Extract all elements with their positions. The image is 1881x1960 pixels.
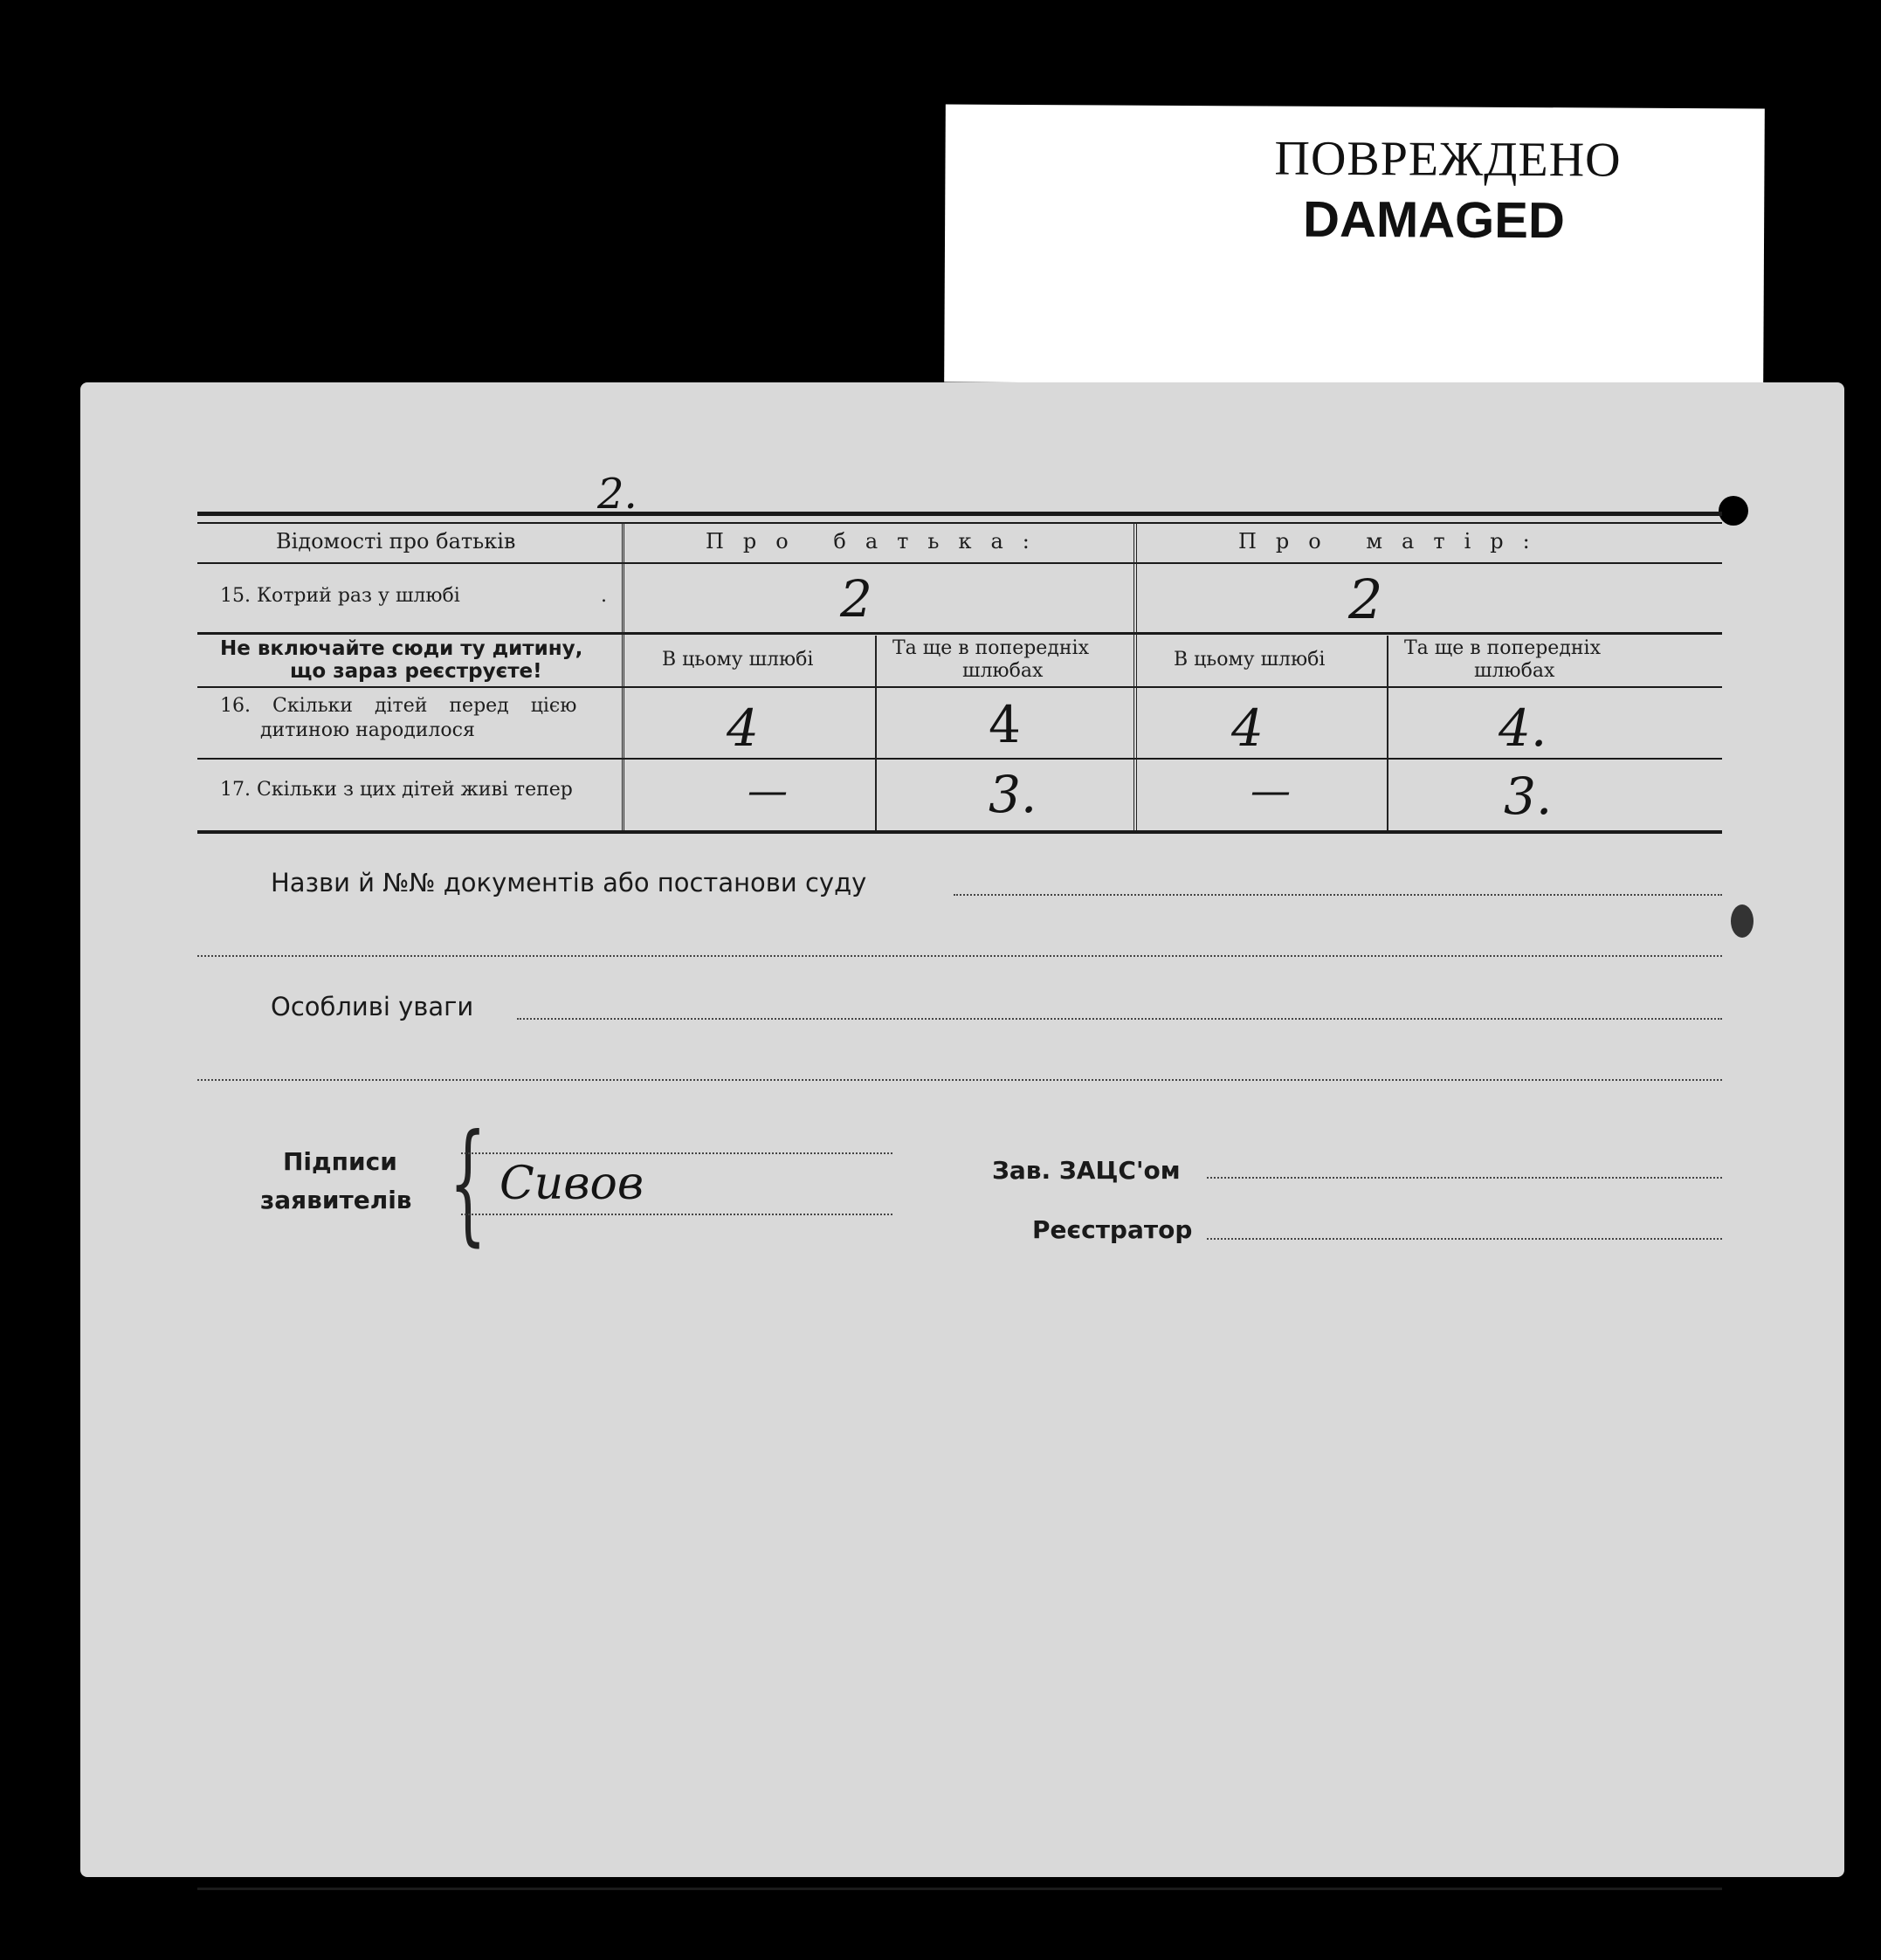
row15-father-value: 2 xyxy=(840,569,872,629)
stamp-text-english: DAMAGED xyxy=(1302,190,1565,250)
signature-line-2 xyxy=(461,1214,892,1215)
row17-father-previous: 3. xyxy=(989,765,1037,824)
remarks-label: Особливі уваги xyxy=(271,992,474,1021)
table-rule xyxy=(197,632,1722,635)
punch-hole xyxy=(1719,496,1748,526)
row17-mother-previous: 3. xyxy=(1504,767,1553,826)
signatures-label-line2: заявителів xyxy=(260,1186,412,1214)
head-of-registry-line xyxy=(1207,1177,1722,1179)
documents-line xyxy=(954,894,1722,896)
row16-father-this-marriage: 4 xyxy=(727,698,759,758)
damaged-stamp-label xyxy=(944,105,1765,387)
table-rule xyxy=(197,758,1722,760)
row16-label-line2: дитиною народилося xyxy=(260,719,475,741)
header-about-father: Про батька: xyxy=(706,529,1049,554)
handwritten-page-mark: 2. xyxy=(597,470,637,519)
remarks-line xyxy=(517,1018,1722,1020)
row17-mother-this-marriage: — xyxy=(1251,767,1291,814)
header-parents-info: Відомості про батьків xyxy=(276,529,516,554)
subheader-father-this-marriage: В цьому шлюбі xyxy=(662,649,814,671)
row16-mother-previous: 4. xyxy=(1499,698,1547,758)
row15-mother-value: 2 xyxy=(1348,567,1383,631)
row16-father-previous: 4 xyxy=(989,695,1021,754)
row17-father-this-marriage: — xyxy=(748,767,788,814)
table-bottom-rule xyxy=(197,830,1722,834)
row17-label: 17. Скільки з цих дітей живі тепер xyxy=(220,779,573,801)
row16-label-line1: 16. Скільки дітей перед цією xyxy=(220,695,577,717)
signatures-label-line1: Підписи xyxy=(283,1147,397,1176)
punch-hole xyxy=(1731,904,1754,938)
head-of-registry-label: Зав. ЗАЦС'ом xyxy=(992,1156,1181,1185)
table-divider xyxy=(875,636,877,830)
subheader-mother-this-marriage: В цьому шлюбі xyxy=(1174,649,1326,671)
subheader-mother-previous-line2: шлюбах xyxy=(1474,660,1555,682)
remarks-line xyxy=(197,1079,1722,1081)
header-about-mother: Про матір: xyxy=(1238,529,1549,554)
registrar-line xyxy=(1207,1238,1722,1240)
exclude-current-child-note-line2: що зараз реєструєте! xyxy=(290,660,542,683)
subheader-mother-previous-line1: Та ще в попередніх xyxy=(1404,637,1601,659)
table-top-rule xyxy=(197,512,1722,516)
applicant-signature: Сивов xyxy=(500,1158,644,1210)
table-divider xyxy=(1133,522,1137,830)
exclude-current-child-note-line1: Не включайте сюди ту дитину, xyxy=(220,637,583,660)
documents-label: Назви й №№ документів або постанови суду xyxy=(271,868,867,897)
subheader-father-previous-line2: шлюбах xyxy=(962,660,1044,682)
stamp-text-russian: ПОВРЕЖДЕНО xyxy=(1274,131,1622,188)
bottom-rule xyxy=(197,1888,1722,1890)
signature-line-1 xyxy=(461,1152,892,1154)
registrar-label: Реєстратор xyxy=(1032,1215,1193,1244)
row15-label: 15. Котрий раз у шлюбі xyxy=(220,585,460,607)
table-divider xyxy=(1387,636,1388,830)
signatures-brace: { xyxy=(449,1107,487,1259)
row15-leader-dot: . xyxy=(601,585,607,607)
subheader-father-previous-line1: Та ще в попередніх xyxy=(892,637,1089,659)
documents-line xyxy=(197,955,1722,957)
table-rule xyxy=(197,562,1722,564)
form-sheet xyxy=(80,382,1844,1877)
table-rule xyxy=(197,522,1722,524)
table-rule xyxy=(197,686,1722,688)
table-divider xyxy=(622,522,624,830)
row16-mother-this-marriage: 4 xyxy=(1231,698,1264,758)
